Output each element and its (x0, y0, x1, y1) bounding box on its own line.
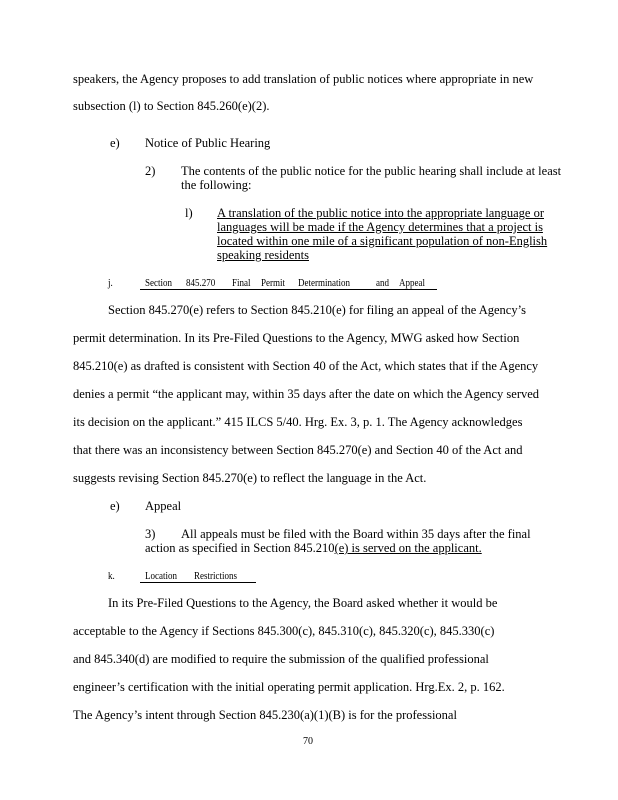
rule-text-line: languages will be made if the Agency determines that a project is (217, 220, 543, 234)
section-heading-word: Section (145, 277, 172, 289)
rule-text-line: speaking residents (217, 248, 309, 262)
paragraph-line: that there was an inconsistency between Section 845.270(e) and Section 40 of the Act and (73, 443, 523, 457)
paragraph-line: acceptable to the Agency if Sections 845.300(c), 845.310(c), 845.320(c), 845.330(c) (73, 624, 495, 638)
heading-underline (140, 289, 437, 290)
list-marker: e) (110, 499, 120, 513)
paragraph-line: its decision on the applicant.” 415 ILCS 5/40. Hrg. Ex. 3, p. 1. The Agency acknowledges (73, 415, 523, 429)
section-heading-word: Appeal (399, 277, 425, 289)
section-heading-word: Final (232, 277, 251, 289)
rule-text-segment: action as specified in Section 845.210 (145, 541, 335, 555)
section-heading-word: and (376, 277, 389, 289)
rule-text-line: the following: (181, 178, 252, 192)
rule-subsection-title: Appeal (145, 499, 182, 513)
section-heading-word: Location (145, 570, 177, 582)
list-marker: e) (110, 136, 120, 150)
rule-text-amended: (e) is served on the applicant. (334, 541, 482, 555)
paragraph-line: denies a permit “the applicant may, within 35 days after the date on which the Agency served (73, 387, 540, 401)
rule-text-line (145, 541, 482, 556)
section-heading-marker: j. (108, 277, 113, 289)
paragraph-line: speakers, the Agency proposes to add translation of public notices where appropriate in new (73, 72, 534, 86)
paragraph-line: In its Pre-Filed Questions to the Agency, the Board asked whether it would be (108, 596, 498, 610)
section-heading-word: Restrictions (194, 570, 237, 582)
paragraph-line: permit determination. In its Pre-Filed Questions to the Agency, MWG asked how Section (73, 331, 520, 345)
section-heading-word: 845.270 (186, 277, 216, 289)
list-marker: 2) (145, 164, 156, 178)
rule-text-line: A translation of the public notice into the appropriate language or (217, 206, 544, 220)
paragraph-line: and 845.340(d) are modified to require the submission of the qualified professional (73, 652, 489, 666)
paragraph-line: suggests revising Section 845.270(e) to reflect the language in the Act. (73, 471, 427, 485)
rule-text-line: All appeals must be filed with the Board within 35 days after the final (181, 527, 531, 541)
heading-underline (140, 582, 256, 583)
paragraph-line: engineer’s certification with the initial operating permit application. Hrg.Ex. 2, p. 162. (73, 680, 505, 694)
paragraph-line: Section 845.270(e) refers to Section 845.210(e) for filing an appeal of the Agency’s (108, 303, 526, 317)
list-marker: 3) (145, 527, 156, 541)
rule-text-line: The contents of the public notice for the public hearing shall include at least (181, 164, 562, 178)
section-heading-word: Permit (261, 277, 285, 289)
rule-text-line: located within one mile of a significant population of non-English (217, 234, 548, 248)
paragraph-line: 845.210(e) as drafted is consistent with Section 40 of the Act, which states that if the Agency (73, 359, 539, 373)
section-heading-word: Determination (298, 277, 350, 289)
paragraph-line: subsection (l) to Section 845.260(e)(2). (73, 99, 270, 113)
page-number: 70 (303, 736, 313, 747)
paragraph-line: The Agency’s intent through Section 845.230(a)(1)(B) is for the professional (73, 708, 457, 722)
rule-subsection-title: Notice of Public Hearing (145, 136, 271, 150)
list-marker: l) (185, 206, 193, 220)
section-heading-marker: k. (108, 570, 115, 582)
